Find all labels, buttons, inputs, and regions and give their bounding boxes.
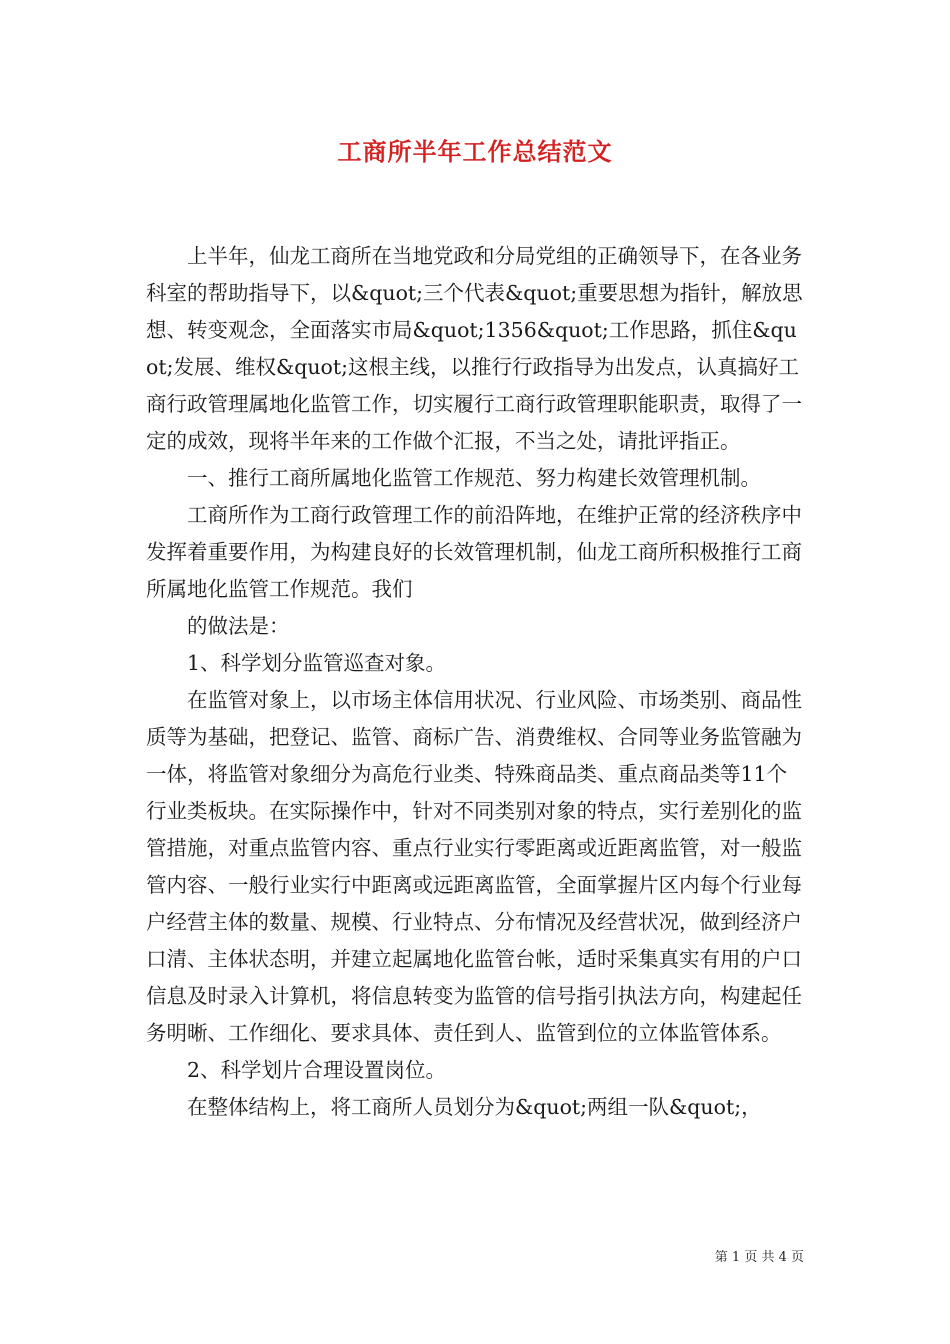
paragraph-section-heading: 一、推行工商所属地化监管工作规范、努力构建长效管理机制。 (187, 466, 761, 490)
document-title: 工商所半年工作总结范文 (337, 137, 613, 166)
paragraph: 在监管对象上，以市场主体信用状况、行业风险、市场类别、商品性质等为基础，把登记、监管、商标广告、消费维权、合同等业务监管融为一体，将监管对象细分为高危行业类、特殊商品类、重点商品类等11个行业类板块。在实际操作中，针对不同类别对象的特点，实行差别化的监管措施，对重点监管内容、重点行业实行零距离或近距离监管，对一般监管内容、一般行业实行中距离或远距离监管，全面掌握片区内每个行业每户经营主体的数量、规模、行业特点、分布情况及经营状况，做到经济户口清、主体状态明，并建立起属地化监管台帐，适时采集真实有用的户口信息及时录入计算机，将信息转变为监管的信号指引执法方向，构建起任务明晰、工作细化、要求具体、责任到人、监管到位的立体监管体系。 (146, 688, 802, 1045)
paragraph-subheading: 1、科学划分监管巡查对象。 (187, 651, 447, 675)
paragraph-subheading: 2、科学划片合理设置岗位。 (187, 1058, 447, 1082)
document-body (146, 238, 806, 1126)
paragraph: 在整体结构上，将工商所人员划分为&quot;两组一队&quot;， (187, 1095, 762, 1119)
paragraph: 的做法是： (187, 614, 290, 638)
paragraph-intro: 上半年，仙龙工商所在当地党政和分局党组的正确领导下，在各业务科室的帮助指导下，以&quot;三个代表&quot;重要思想为指针，解放思想、转变观念，全面落实市局&quot;1356&quot;工作思路，抓住&quot;发展、维权&quot;这根主线，以推行行政指导为出发点，认真搞好工商行政管理属地化监管工作，切实履行工商行政管理职能职责，取得了一定的成效，现将半年来的工作做个汇报，不当之处，请批评指正。 (146, 244, 803, 453)
page-number-footer: 第 1 页 共 4 页 (714, 1250, 804, 1265)
paragraph: 工商所作为工商行政管理工作的前沿阵地，在维护正常的经济秩序中发挥着重要作用，为构建良好的长效管理机制，仙龙工商所积极推行工商所属地化监管工作规范。我们 (146, 503, 802, 601)
